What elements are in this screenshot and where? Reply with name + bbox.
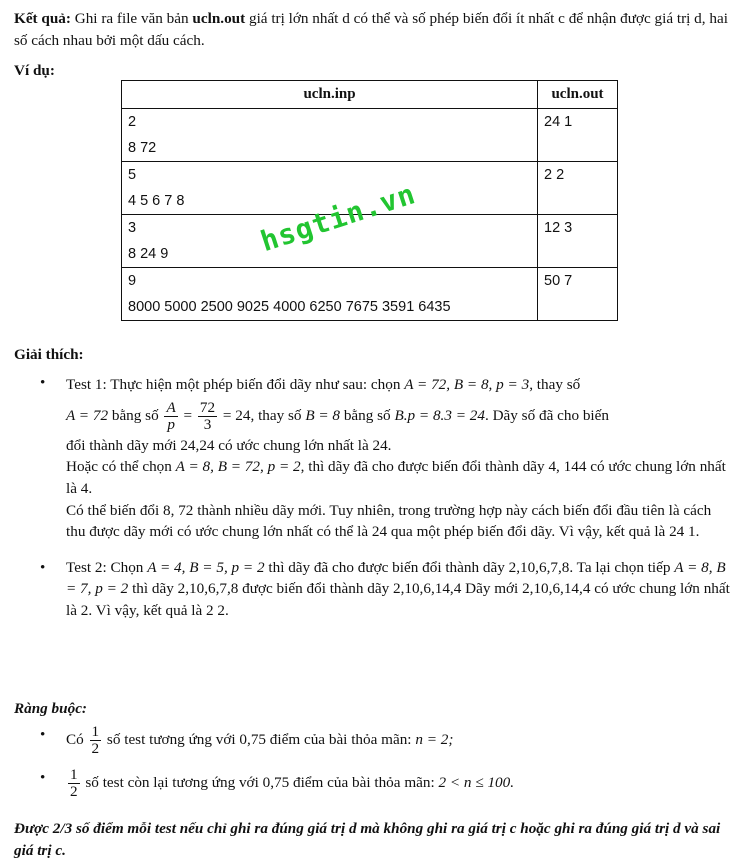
math: B = 8 <box>305 406 341 424</box>
text: Test 2: Chọn <box>66 558 148 576</box>
inp-line-2: 8 72 <box>128 140 157 156</box>
math: B.p = 8.3 = 24 <box>394 406 485 424</box>
text: thì dãy 2,10,6,7,8 được biến đổi thành dãy 2,10,6,14,4 Dãy mới 2,10,6,14,4 có ước chung lớn nhất là 2. Vì vậy, kết quả là 2 2. <box>66 580 730 619</box>
result-text-2: giá trị lớn nhất d có thể và số phép biến đổi ít nhất c để nhận được giá trị d, hai số cách nhau bởi một dấu cách. <box>14 10 728 49</box>
table-cell-out: 50 7 <box>538 268 618 321</box>
inp-line-2: 8000 5000 2500 9025 4000 6250 7675 3591 6435 <box>128 299 451 315</box>
inp-line-2: 4 5 6 7 8 <box>128 193 185 209</box>
inp-line-2: 8 24 9 <box>128 246 169 262</box>
frac-num: 72 <box>199 399 216 416</box>
table-row <box>122 268 618 321</box>
final-note: Được 2/3 số điểm mỗi test nếu chỉ ghi ra đúng giá trị d mà không ghi ra giá trị c hoặc ghi ra đúng giá trị d và sai giá trị c. <box>14 820 721 859</box>
constraints-list <box>14 724 730 800</box>
example-heading: Ví dụ: <box>14 62 55 79</box>
explain-heading: Giải thích: <box>14 346 84 363</box>
inp-line-1: 5 <box>128 167 137 183</box>
math: = 24 <box>219 406 251 424</box>
fraction-a-over-p <box>164 400 177 433</box>
text: bằng số <box>340 406 395 424</box>
math: A = 8, B = 7, p = 2 <box>66 558 726 598</box>
table-cell-out: 24 1 <box>538 109 618 162</box>
table-cell-out: 12 3 <box>538 215 618 268</box>
math: A = 72, B = 8, p = 3 <box>404 376 530 393</box>
text: , thay số <box>250 406 306 424</box>
result-file-name: ucln.out <box>192 10 246 27</box>
frac-den: 3 <box>203 415 212 433</box>
text: Hoặc có thể chọn <box>66 458 176 476</box>
table-cell-inp <box>122 109 538 162</box>
list-item-test1 <box>14 372 730 543</box>
table-header-inp: ucln.inp <box>122 81 538 109</box>
test1-line-2 <box>66 400 730 433</box>
fraction-one-half <box>68 767 80 800</box>
table-cell-out: 2 2 <box>538 162 618 215</box>
frac-num: • 1 <box>70 765 78 783</box>
frac-num: A <box>166 399 176 416</box>
test1-line-5: Có thể biến đổi 8, 72 thành nhiều dãy mới. Tuy nhiên, trong trường hợp này cách biến đổi đầu tiên là cách thu được dãy mới có ước chung lớn nhất có thể là 24 qua một phép biến đổi dãy. Vì vậy, kết quả là 24 1. <box>66 501 712 541</box>
list-item-constraint-2 <box>14 767 730 800</box>
text: . Dãy số đã cho biến <box>484 406 609 424</box>
text: Có <box>66 730 88 748</box>
text: , thay số <box>529 376 581 393</box>
list-item-constraint-1 <box>14 724 730 757</box>
frac-den: p <box>167 415 175 433</box>
text: bằng số <box>108 406 163 424</box>
text: Test 1: Thực hiện một phép biến đổi dãy như sau: chọn <box>66 376 405 393</box>
inp-line-1: 9 <box>128 273 137 289</box>
frac-den: 2 <box>91 739 100 757</box>
fraction-one-half <box>90 724 102 757</box>
constraints-heading: Ràng buộc: <box>14 700 87 717</box>
result-heading: Kết quả: <box>14 10 71 27</box>
text: thì dãy đã cho được biến đổi thành dãy 2,10,6,7,8. Ta lại chọn tiếp <box>264 558 675 576</box>
test1-line-4 <box>66 456 730 499</box>
math: A = 8, B = 72, p = 2 <box>175 458 301 476</box>
frac-den: 2 <box>70 782 78 800</box>
frac-num: 1 <box>91 723 100 740</box>
watermark: hsgtin.vn <box>256 177 420 259</box>
text: số test còn lại tương ứng với 0,75 điểm của bài thỏa mãn: <box>81 773 439 791</box>
test1-line-1 <box>66 372 730 398</box>
table-cell-inp <box>122 268 538 321</box>
text: số test tương ứng với 0,75 điểm của bài thỏa mãn: <box>103 730 416 748</box>
table-header-row <box>122 81 618 109</box>
text: = <box>179 406 196 424</box>
table-header-out: ucln.out <box>538 81 618 109</box>
fraction-72-over-3 <box>198 400 217 433</box>
explain-list <box>14 372 730 622</box>
test1-line-3: đổi thành dãy mới 24,24 có ước chung lớn nhất là 24. <box>66 436 392 454</box>
math: A = 4, B = 5, p = 2 <box>147 558 265 576</box>
math: 2 < n ≤ 100. <box>438 773 515 791</box>
text: , thì dãy đã cho được biến đổi thành dãy 4, 144 có ước chung lớn nhất là 4. <box>66 458 726 498</box>
result-paragraph <box>14 8 730 51</box>
math: A = 72 <box>66 406 109 424</box>
inp-line-1: 2 <box>128 114 137 130</box>
result-text-1: Ghi ra file văn bản <box>70 10 193 27</box>
inp-line-1: 3 <box>128 220 137 236</box>
math: n = 2; <box>415 730 454 748</box>
table-row <box>122 109 618 162</box>
list-item-test2 <box>14 557 730 622</box>
